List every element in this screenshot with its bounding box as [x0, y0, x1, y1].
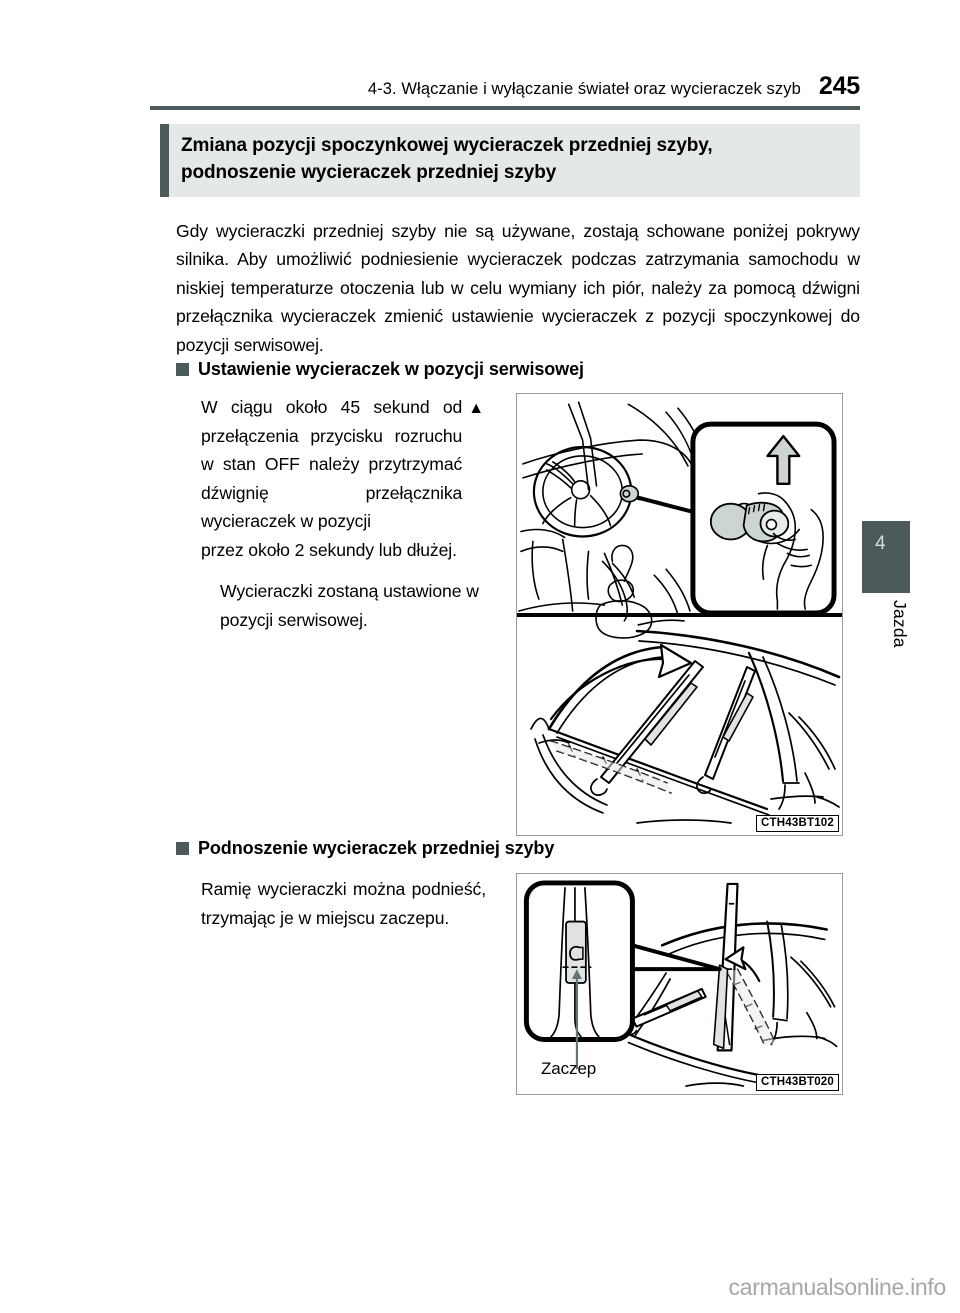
square-bullet-icon — [176, 842, 189, 855]
chapter-tab-number: 4 — [862, 521, 910, 593]
subsection-1-text-column — [201, 393, 498, 634]
square-bullet-icon — [176, 363, 189, 376]
figure-1-bottom-artwork — [517, 617, 843, 836]
subsection-heading-label: Ustawienie wycieraczek w pozycji serwisowej — [198, 359, 584, 379]
subsection-heading-raise-wipers — [176, 838, 554, 859]
site-watermark: carmanualsonline.info — [728, 1274, 946, 1300]
header-divider-rule — [150, 106, 860, 110]
section-title-text — [169, 124, 723, 197]
figure-1-code-label: CTH43BT102 — [756, 815, 839, 832]
page-header — [150, 72, 860, 101]
wiper-lever-triangle-icon: ▲ — [468, 400, 484, 417]
chapter-tab-name: Jazda — [890, 600, 910, 648]
subsection-1-body-part-2: przez około 2 sekundy lub dłużej. — [201, 539, 457, 560]
subsection-1-note: Wycieraczki zostaną ustawione w pozycji serwisowej. — [220, 581, 479, 630]
section-accent-bar — [160, 124, 169, 197]
page-number: 245 — [818, 72, 860, 100]
section-title-line-1: Zmiana pozycji spoczynkowej wycieraczek przedniej szyby, — [181, 135, 713, 156]
header-breadcrumb-title: 4-3. Włączanie i wyłączanie świateł oraz wycieraczek szyb — [367, 80, 801, 98]
figure-2-code-label: CTH43BT020 — [756, 1074, 839, 1091]
subsection-1-body-part-1: W ciągu około 45 sekund od przełączenia przycisku rozruchu w stan OFF należy przytrzymać dźwignię przełącznika wycieraczek w pozycji — [201, 397, 463, 531]
figure-wiper-service-position — [516, 393, 843, 836]
subsection-heading-service-position — [176, 359, 584, 380]
subsection-1-body-with-symbol — [201, 393, 498, 536]
section-title-bar — [160, 124, 860, 197]
subsection-2-text-column: Ramię wycieraczki można podnieść, trzymając je w miejscu zaczepu. — [201, 879, 486, 928]
subsection-heading-label: Podnoszenie wycieraczek przedniej szyby — [198, 838, 555, 858]
section-title-line-2: podnoszenie wycieraczek przedniej szyby — [181, 161, 557, 183]
figure-2-callout-label: Zaczep — [541, 1059, 597, 1078]
intro-paragraph: Gdy wycieraczki przedniej szyby nie są używane, zostają schowane poniżej pokrywy silnika. Aby umożliwić podniesienie wycieraczek podczas zatrzymania samochodu w niskiej temperaturze otoczenia lub w celu wymiany ich piór, należy za pomocą dźwigni przełącznika wycieraczek zmienić ustawienie wycieraczek z pozycji spoczynkowej do pozycji serwisowej. — [176, 220, 860, 355]
